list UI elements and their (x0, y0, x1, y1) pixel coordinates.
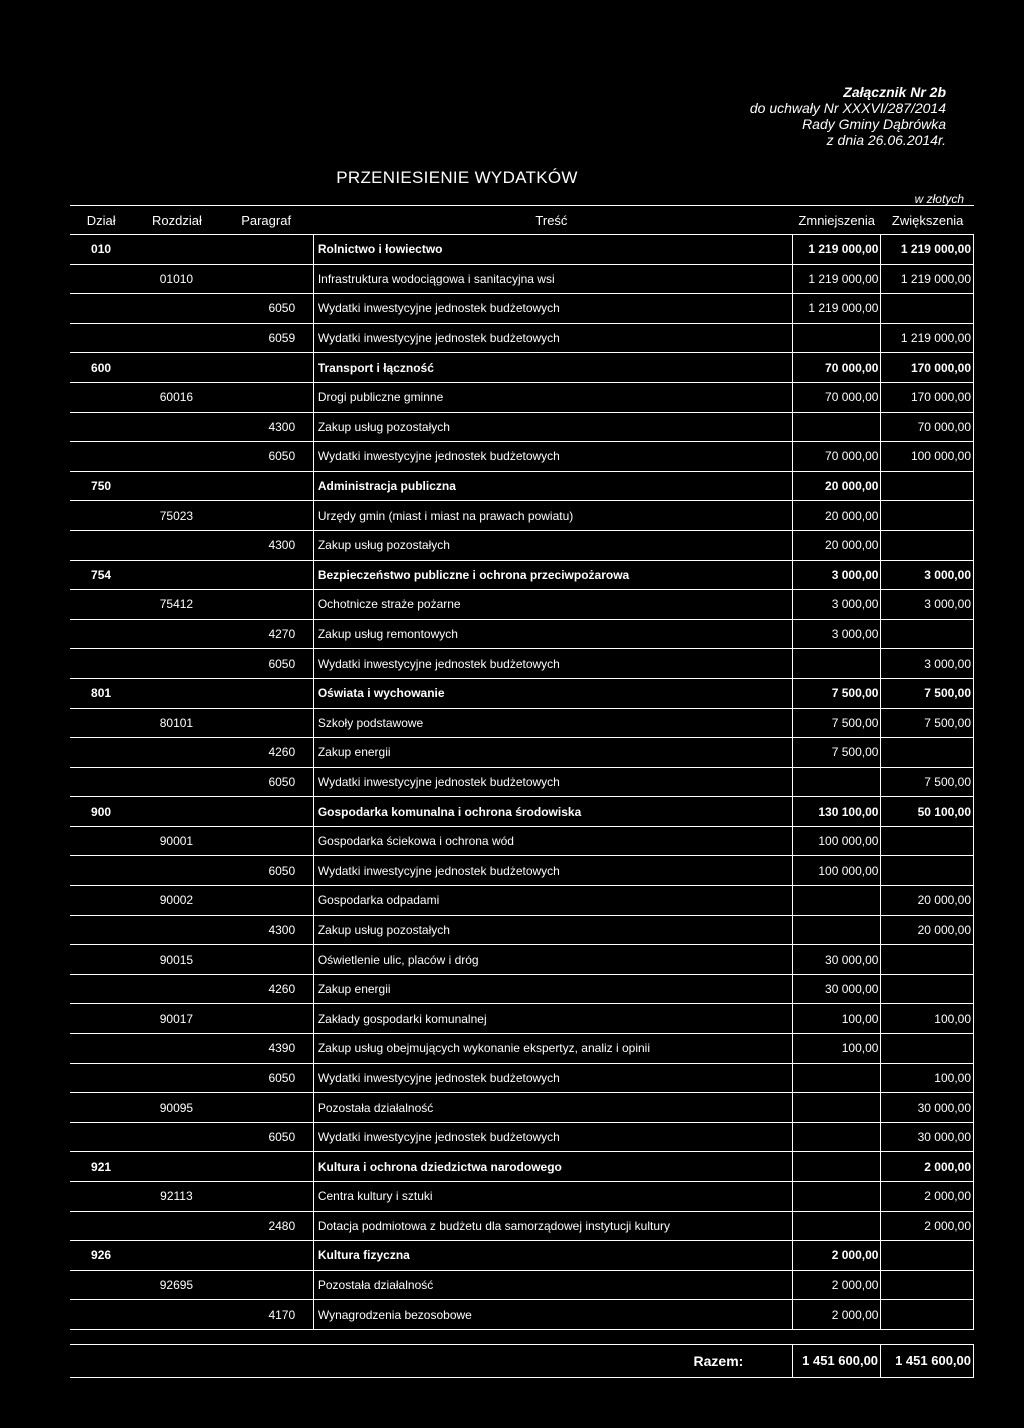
table-row (70, 1093, 974, 1123)
cell-tresc: Zakup usług pozostałych (313, 413, 792, 442)
cell-paragraf: 4170 (268, 1307, 296, 1322)
cell-zwiekszenia: 7 500,00 (881, 709, 974, 738)
cell-zmniejszenia: 70 000,00 (792, 383, 881, 412)
table-row (70, 1300, 974, 1330)
cell-zmniejszenia: 7 500,00 (792, 709, 881, 738)
cell-rozdzial: 75023 (159, 508, 194, 523)
table-row (70, 1241, 974, 1271)
cell-zwiekszenia: 100 000,00 (881, 442, 974, 471)
table-row (70, 797, 974, 827)
cell-tresc: Wydatki inwestycyjne jednostek budżetowych (313, 294, 792, 323)
table-row (70, 472, 974, 502)
table-row (70, 1123, 974, 1153)
cell-zwiekszenia (881, 501, 974, 530)
cell-paragraf: 6050 (268, 1070, 296, 1085)
cell-dzial: 750 (91, 479, 112, 494)
cell-zmniejszenia: 1 219 000,00 (792, 294, 881, 323)
table-header (70, 205, 974, 235)
cell-zwiekszenia: 7 500,00 (881, 679, 974, 708)
attachment-date: z dnia 26.06.2014r. (826, 132, 946, 148)
cell-zwiekszenia (881, 856, 974, 885)
table-row (70, 916, 974, 946)
table-row (70, 827, 974, 857)
attachment-header (546, 84, 946, 148)
cell-zwiekszenia (881, 1271, 974, 1300)
cell-zmniejszenia: 100 000,00 (792, 827, 881, 856)
table-row (70, 886, 974, 916)
cell-tresc: Wydatki inwestycyjne jednostek budżetowych (313, 442, 792, 471)
cell-rozdzial: 92695 (159, 1278, 194, 1293)
cell-zmniejszenia: 3 000,00 (792, 620, 881, 649)
cell-zwiekszenia: 2 000,00 (881, 1182, 974, 1211)
cell-paragraf: 4300 (268, 922, 296, 937)
table-row (70, 531, 974, 561)
cell-tresc: Pozostała działalność (313, 1271, 792, 1300)
cell-zwiekszenia: 100,00 (881, 1064, 974, 1093)
header-rozdzial: Rozdział (152, 212, 202, 228)
cell-zwiekszenia (881, 294, 974, 323)
cell-zwiekszenia: 20 000,00 (881, 886, 974, 915)
cell-zmniejszenia: 7 500,00 (792, 738, 881, 767)
table-row (70, 945, 974, 975)
cell-rozdzial: 75412 (159, 597, 194, 612)
cell-zwiekszenia: 3 000,00 (881, 561, 974, 590)
cell-zwiekszenia (881, 472, 974, 501)
cell-zmniejszenia: 30 000,00 (792, 975, 881, 1004)
header-zmniejszenia: Zmniejszenia (798, 212, 876, 228)
cell-rozdzial: 90095 (159, 1100, 194, 1115)
table-row (70, 768, 974, 798)
cell-paragraf: 6050 (268, 449, 296, 464)
cell-zwiekszenia: 3 000,00 (881, 590, 974, 619)
table-row (70, 1004, 974, 1034)
cell-paragraf: 6050 (268, 301, 296, 316)
cell-dzial: 600 (91, 360, 112, 375)
expenditure-table (70, 205, 974, 1378)
table-row (70, 324, 974, 354)
cell-zmniejszenia: 3 000,00 (792, 590, 881, 619)
header-dzial: Dział (86, 212, 116, 228)
attachment-resolution: do uchwały Nr XXXVI/287/2014 (749, 100, 946, 116)
cell-zmniejszenia (792, 1093, 881, 1122)
cell-zmniejszenia: 2 000,00 (792, 1271, 881, 1300)
cell-zwiekszenia (881, 620, 974, 649)
cell-paragraf: 4270 (268, 627, 296, 642)
cell-zwiekszenia (881, 1300, 974, 1329)
cell-tresc: Bezpieczeństwo publiczne i ochrona przeciwpożarowa (313, 561, 792, 590)
cell-paragraf: 4300 (268, 419, 296, 434)
cell-zwiekszenia (881, 975, 974, 1004)
cell-paragraf: 6050 (268, 656, 296, 671)
cell-zmniejszenia: 70 000,00 (792, 353, 881, 382)
table-row (70, 501, 974, 531)
table-body (70, 235, 974, 1330)
table-row (70, 353, 974, 383)
cell-tresc: Gospodarka odpadami (313, 886, 792, 915)
cell-rozdzial: 90002 (159, 893, 194, 908)
table-row (70, 1212, 974, 1242)
cell-tresc: Wydatki inwestycyjne jednostek budżetowych (313, 1064, 792, 1093)
table-row (70, 1271, 974, 1301)
cell-tresc: Gospodarka ściekowa i ochrona wód (313, 827, 792, 856)
cell-zmniejszenia (792, 1152, 881, 1181)
cell-rozdzial: 90017 (159, 1011, 194, 1026)
table-row (70, 413, 974, 443)
total-zmniejszenia: 1 451 600,00 (792, 1345, 882, 1377)
cell-tresc: Zakup usług pozostałych (313, 531, 792, 560)
cell-paragraf: 6050 (268, 1130, 296, 1145)
cell-zwiekszenia (881, 1034, 974, 1063)
cell-zwiekszenia: 2 000,00 (881, 1152, 974, 1181)
table-row (70, 1152, 974, 1182)
cell-tresc: Gospodarka komunalna i ochrona środowiska (313, 797, 792, 826)
cell-rozdzial: 60016 (159, 390, 194, 405)
table-row (70, 738, 974, 768)
cell-rozdzial: 80101 (159, 715, 194, 730)
cell-zmniejszenia (792, 886, 881, 915)
unit-label: w złotych (914, 192, 964, 206)
total-zwiekszenia: 1 451 600,00 (881, 1345, 974, 1377)
cell-zmniejszenia: 3 000,00 (792, 561, 881, 590)
cell-dzial: 921 (91, 1159, 112, 1174)
cell-tresc: Drogi publiczne gminne (313, 383, 792, 412)
cell-rozdzial: 01010 (159, 271, 194, 286)
table-row (70, 265, 974, 295)
cell-zmniejszenia (792, 649, 881, 678)
table-row (70, 679, 974, 709)
cell-tresc: Zakup usług obejmujących wykonanie ekspertyz, analiz i opinii (313, 1034, 792, 1063)
table-row (70, 856, 974, 886)
cell-paragraf: 4260 (268, 982, 296, 997)
cell-tresc: Wydatki inwestycyjne jednostek budżetowych (313, 768, 792, 797)
table-row (70, 1064, 974, 1094)
cell-zwiekszenia (881, 531, 974, 560)
header-tresc: Treść (535, 212, 568, 228)
cell-rozdzial: 90001 (159, 834, 194, 849)
cell-tresc: Wydatki inwestycyjne jednostek budżetowych (313, 324, 792, 353)
table-row (70, 975, 974, 1005)
table-row (70, 561, 974, 591)
cell-zmniejszenia: 130 100,00 (792, 797, 881, 826)
cell-tresc: Transport i łączność (313, 353, 792, 382)
cell-zmniejszenia (792, 1064, 881, 1093)
cell-zwiekszenia: 100,00 (881, 1004, 974, 1033)
cell-zwiekszenia (881, 945, 974, 974)
attachment-council: Rady Gminy Dąbrówka (802, 116, 946, 132)
cell-dzial: 900 (91, 804, 112, 819)
cell-dzial: 010 (91, 242, 112, 257)
cell-tresc: Wydatki inwestycyjne jednostek budżetowych (313, 649, 792, 678)
cell-zmniejszenia (792, 768, 881, 797)
cell-zmniejszenia: 1 219 000,00 (792, 265, 881, 294)
cell-zmniejszenia (792, 324, 881, 353)
total-row (70, 1344, 974, 1378)
cell-zwiekszenia: 7 500,00 (881, 768, 974, 797)
cell-zmniejszenia: 7 500,00 (792, 679, 881, 708)
cell-tresc: Szkoły podstawowe (313, 709, 792, 738)
table-row (70, 383, 974, 413)
cell-zmniejszenia: 70 000,00 (792, 442, 881, 471)
cell-zmniejszenia (792, 1182, 881, 1211)
cell-zmniejszenia: 1 219 000,00 (792, 235, 881, 264)
cell-zwiekszenia: 70 000,00 (881, 413, 974, 442)
cell-paragraf: 6050 (268, 774, 296, 789)
cell-tresc: Zakup energii (313, 738, 792, 767)
page-title: PRZENIESIENIE WYDATKÓW (336, 168, 578, 187)
cell-zmniejszenia: 100 000,00 (792, 856, 881, 885)
cell-paragraf: 6059 (268, 331, 296, 346)
total-label: Razem: (693, 1352, 744, 1369)
cell-paragraf: 4260 (268, 745, 296, 760)
cell-zmniejszenia: 30 000,00 (792, 945, 881, 974)
table-row (70, 294, 974, 324)
cell-tresc: Pozostała działalność (313, 1093, 792, 1122)
cell-tresc: Infrastruktura wodociągowa i sanitacyjna wsi (313, 265, 792, 294)
cell-zmniejszenia: 2 000,00 (792, 1300, 881, 1329)
cell-zmniejszenia (792, 413, 881, 442)
cell-tresc: Zakup energii (313, 975, 792, 1004)
cell-paragraf: 4390 (268, 1041, 296, 1056)
cell-tresc: Zakup usług pozostałych (313, 916, 792, 945)
table-row (70, 1034, 974, 1064)
cell-tresc: Centra kultury i sztuki (313, 1182, 792, 1211)
cell-zwiekszenia (881, 1241, 974, 1270)
cell-zwiekszenia: 30 000,00 (881, 1093, 974, 1122)
cell-zwiekszenia: 30 000,00 (881, 1123, 974, 1152)
cell-tresc: Oświata i wychowanie (313, 679, 792, 708)
cell-rozdzial: 92113 (160, 1189, 193, 1204)
cell-zmniejszenia (792, 1123, 881, 1152)
table-row (70, 620, 974, 650)
cell-zwiekszenia: 1 219 000,00 (881, 265, 974, 294)
cell-rozdzial: 90015 (159, 952, 194, 967)
cell-tresc: Zakup usług remontowych (313, 620, 792, 649)
cell-zmniejszenia: 20 000,00 (792, 501, 881, 530)
cell-tresc: Kultura fizyczna (313, 1241, 792, 1270)
cell-zwiekszenia: 50 100,00 (881, 797, 974, 826)
cell-tresc: Oświetlenie ulic, placów i dróg (313, 945, 792, 974)
cell-zmniejszenia: 100,00 (792, 1034, 881, 1063)
cell-tresc: Wynagrodzenia bezosobowe (313, 1300, 792, 1329)
cell-tresc: Wydatki inwestycyjne jednostek budżetowych (313, 1123, 792, 1152)
header-paragraf: Paragraf (241, 212, 292, 228)
table-row (70, 1182, 974, 1212)
table-row (70, 235, 974, 265)
table-row (70, 709, 974, 739)
cell-zmniejszenia: 20 000,00 (792, 531, 881, 560)
table-row (70, 590, 974, 620)
cell-tresc: Administracja publiczna (313, 472, 792, 501)
cell-zwiekszenia: 1 219 000,00 (881, 235, 974, 264)
cell-dzial: 801 (91, 686, 112, 701)
table-row (70, 442, 974, 472)
cell-zwiekszenia (881, 827, 974, 856)
cell-tresc: Zakłady gospodarki komunalnej (313, 1004, 792, 1033)
cell-zwiekszenia: 1 219 000,00 (881, 324, 974, 353)
cell-zmniejszenia (792, 1212, 881, 1241)
cell-zmniejszenia (792, 916, 881, 945)
cell-zmniejszenia: 2 000,00 (792, 1241, 881, 1270)
cell-zwiekszenia: 170 000,00 (881, 353, 974, 382)
cell-zmniejszenia: 20 000,00 (792, 472, 881, 501)
cell-zwiekszenia: 3 000,00 (881, 649, 974, 678)
cell-tresc: Wydatki inwestycyjne jednostek budżetowych (313, 856, 792, 885)
cell-dzial: 926 (91, 1248, 112, 1263)
cell-paragraf: 6050 (268, 863, 296, 878)
table-row (70, 649, 974, 679)
cell-zwiekszenia (881, 738, 974, 767)
cell-zwiekszenia: 2 000,00 (881, 1212, 974, 1241)
cell-zwiekszenia: 20 000,00 (881, 916, 974, 945)
cell-tresc: Rolnictwo i łowiectwo (313, 235, 792, 264)
header-zwiekszenia: Zwiększenia (891, 212, 964, 228)
cell-dzial: 754 (91, 567, 112, 582)
cell-tresc: Urzędy gmin (miast i miast na prawach powiatu) (313, 501, 792, 530)
cell-zwiekszenia: 170 000,00 (881, 383, 974, 412)
cell-tresc: Dotacja podmiotowa z budżetu dla samorządowej instytucji kultury (313, 1212, 792, 1241)
cell-tresc: Ochotnicze straże pożarne (313, 590, 792, 619)
cell-paragraf: 2480 (268, 1218, 296, 1233)
cell-tresc: Kultura i ochrona dziedzictwa narodowego (313, 1152, 792, 1181)
attachment-title: Załącznik Nr 2b (843, 84, 946, 100)
cell-zmniejszenia: 100,00 (792, 1004, 881, 1033)
cell-paragraf: 4300 (268, 538, 296, 553)
